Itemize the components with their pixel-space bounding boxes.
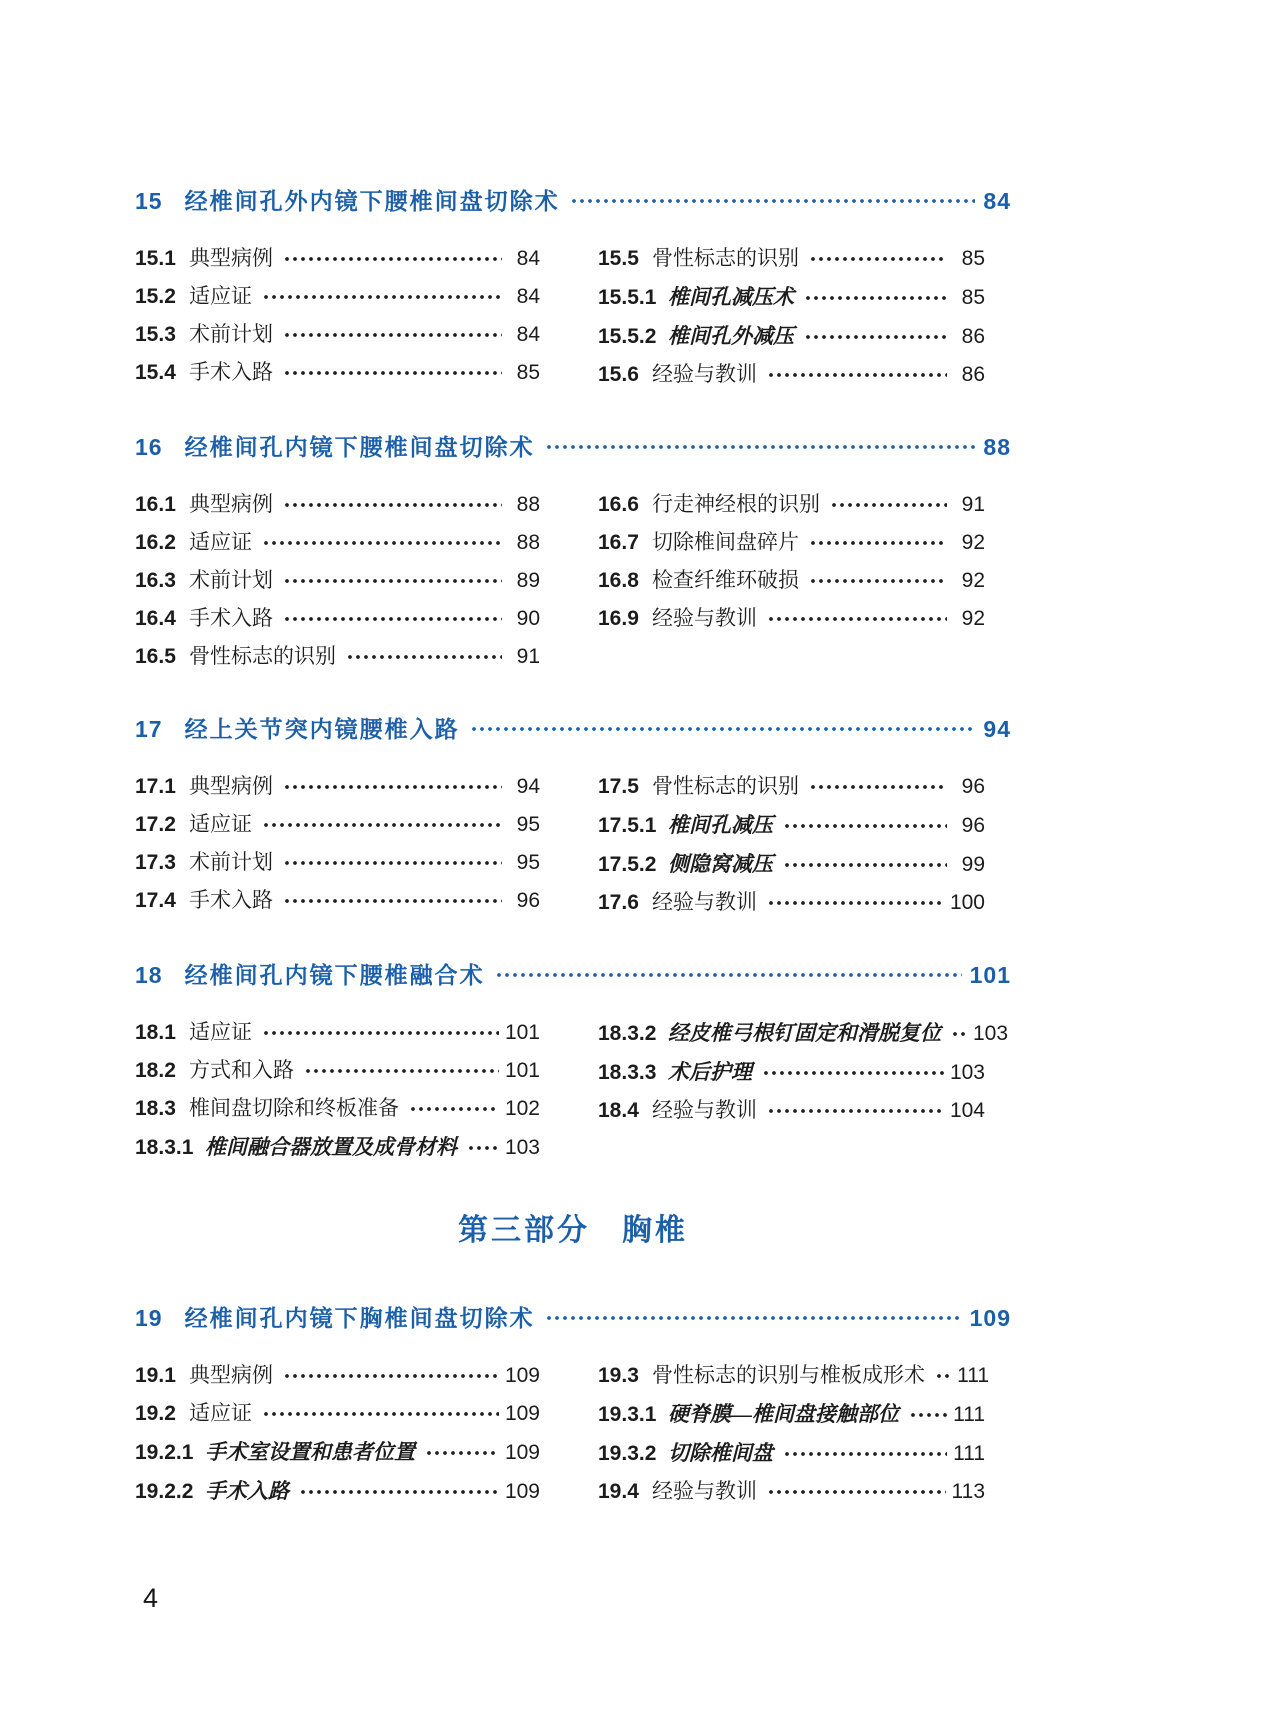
entry-number: 15.2 <box>135 285 176 308</box>
dot-leader <box>299 1472 499 1511</box>
entry-title: 经验与教训 <box>652 607 757 630</box>
dot-leader <box>767 356 947 394</box>
part-label: 第三部分 <box>458 1214 590 1247</box>
dot-leader <box>804 278 947 317</box>
chapter-number: 16 <box>135 434 163 460</box>
entry-number: 18.1 <box>135 1021 176 1044</box>
dot-leader <box>545 432 976 462</box>
dot-leader <box>283 1357 499 1395</box>
dot-leader <box>283 562 502 600</box>
entry-number: 18.3.3 <box>598 1061 657 1084</box>
entry-title: 经验与教训 <box>652 363 757 386</box>
dot-leader <box>809 768 947 806</box>
entry-page-number: 86 <box>961 363 985 386</box>
toc-entry <box>135 1433 540 1472</box>
entry-number: 17.1 <box>135 775 176 798</box>
entry-number: 17.2 <box>135 813 176 836</box>
entry-title: 适应证 <box>189 1021 252 1044</box>
toc-entry <box>598 884 985 922</box>
entry-page-number: 90 <box>516 607 540 630</box>
toc-entry <box>135 486 540 524</box>
toc-entry <box>135 1357 540 1395</box>
entry-columns <box>135 1014 1011 1167</box>
dot-leader <box>545 1303 962 1333</box>
left-column <box>135 240 540 392</box>
entry-number: 15.5.2 <box>598 325 657 348</box>
entry-title: 骨性标志的识别 <box>652 775 799 798</box>
entry-number: 15.3 <box>135 323 176 346</box>
entry-page-number: 99 <box>961 853 985 876</box>
dot-leader <box>409 1090 499 1128</box>
left-column <box>135 768 540 920</box>
page-number: 4 <box>143 1583 159 1613</box>
entry-number: 17.5 <box>598 775 639 798</box>
toc-entry <box>135 354 540 392</box>
chapter-page-number: 88 <box>983 434 1011 460</box>
entry-title: 骨性标志的识别 <box>652 247 799 270</box>
entry-page-number: 109 <box>504 1480 540 1503</box>
dot-leader <box>425 1433 499 1472</box>
entry-number: 16.8 <box>598 569 639 592</box>
part-title: 胸椎 <box>622 1214 688 1247</box>
entry-title: 椎间盘切除和终板准备 <box>189 1097 399 1120</box>
entry-number: 18.3.1 <box>135 1136 194 1159</box>
entry-title: 适应证 <box>189 813 252 836</box>
entry-title: 椎间孔减压 <box>668 813 773 837</box>
entry-page-number: 101 <box>504 1059 540 1082</box>
toc-blocks <box>135 186 1011 1511</box>
entry-title: 侧隐窝减压 <box>668 852 773 876</box>
entry-number: 16.5 <box>135 645 176 668</box>
toc-entry <box>135 524 540 562</box>
chapter-number: 15 <box>135 188 163 214</box>
entry-title: 经验与教训 <box>652 891 757 914</box>
toc-entry <box>135 278 540 316</box>
entry-number: 19.2.1 <box>135 1441 194 1464</box>
entry-title: 适应证 <box>189 1402 252 1425</box>
entry-title: 术后护理 <box>668 1060 752 1084</box>
toc-entry <box>598 806 985 845</box>
toc-entry <box>598 486 985 524</box>
entry-columns <box>135 768 1011 922</box>
dot-leader <box>830 486 947 524</box>
entry-number: 17.5.1 <box>598 814 657 837</box>
dot-leader <box>909 1395 947 1434</box>
entry-title: 经验与教训 <box>652 1099 757 1122</box>
entry-columns <box>135 1357 1011 1511</box>
chapter-heading <box>135 960 1011 990</box>
entry-page-number: 95 <box>516 813 540 836</box>
entry-title: 手术入路 <box>189 361 273 384</box>
entry-number: 16.2 <box>135 531 176 554</box>
chapter-page-number: 101 <box>969 962 1011 988</box>
entry-page-number: 86 <box>961 325 985 348</box>
entry-title: 经验与教训 <box>652 1480 757 1503</box>
entry-title: 骨性标志的识别 <box>189 645 336 668</box>
entry-title: 椎间孔减压术 <box>668 285 794 309</box>
entry-title: 术前计划 <box>189 569 273 592</box>
entry-number: 15.5 <box>598 247 639 270</box>
entry-page-number: 103 <box>504 1136 540 1159</box>
entry-page-number: 111 <box>953 1442 985 1465</box>
entry-number: 19.2.2 <box>135 1480 194 1503</box>
entry-title: 典型病例 <box>189 247 273 270</box>
toc-entry <box>598 278 985 317</box>
entry-number: 15.5.1 <box>598 286 657 309</box>
dot-leader <box>470 714 976 744</box>
toc-entry <box>135 562 540 600</box>
entry-page-number: 88 <box>516 531 540 554</box>
entry-number: 17.4 <box>135 889 176 912</box>
entry-page-number: 91 <box>516 645 540 668</box>
entry-page-number: 91 <box>961 493 985 516</box>
entry-page-number: 100 <box>949 891 985 914</box>
chapter-block <box>135 432 1011 676</box>
entry-page-number: 85 <box>516 361 540 384</box>
entry-number: 17.5.2 <box>598 853 657 876</box>
chapter-title: 经椎间孔内镜下腰椎融合术 <box>184 962 485 988</box>
chapter-page-number: 84 <box>983 188 1011 214</box>
chapter-heading <box>135 1303 1011 1333</box>
entry-number: 15.4 <box>135 361 176 384</box>
dot-leader <box>262 524 502 562</box>
chapter-page-number: 109 <box>969 1305 1011 1331</box>
entry-title: 术前计划 <box>189 323 273 346</box>
entry-page-number: 95 <box>516 851 540 874</box>
entry-page-number: 84 <box>516 247 540 270</box>
entry-number: 16.3 <box>135 569 176 592</box>
entry-page-number: 92 <box>961 531 985 554</box>
entry-title: 椎间融合器放置及成骨材料 <box>205 1135 457 1159</box>
dot-leader <box>283 354 502 392</box>
dot-leader <box>283 600 502 638</box>
toc-entry <box>598 524 985 562</box>
entry-title: 手术入路 <box>189 607 273 630</box>
entry-title: 骨性标志的识别与椎板成形术 <box>652 1364 925 1387</box>
dot-leader <box>783 1434 947 1473</box>
dot-leader <box>762 1053 944 1092</box>
entry-number: 16.4 <box>135 607 176 630</box>
entry-columns <box>135 486 1011 676</box>
entry-title: 椎间孔外减压 <box>668 324 794 348</box>
toc-entry <box>135 1472 540 1511</box>
toc-entry <box>598 240 985 278</box>
entry-page-number: 111 <box>957 1364 989 1387</box>
toc-entry <box>598 1473 985 1511</box>
chapter-block <box>135 960 1011 1167</box>
dot-leader <box>495 960 962 990</box>
entry-page-number: 109 <box>504 1441 540 1464</box>
entry-title: 经皮椎弓根钉固定和滑脱复位 <box>668 1021 941 1045</box>
entry-page-number: 102 <box>504 1097 540 1120</box>
entry-title: 切除椎间盘 <box>668 1441 773 1465</box>
entry-page-number: 103 <box>973 1022 1009 1045</box>
toc-entry <box>135 638 540 676</box>
entry-number: 19.3.2 <box>598 1442 657 1465</box>
dot-leader <box>767 1092 944 1130</box>
dot-leader <box>804 317 947 356</box>
toc-entry <box>135 1052 540 1090</box>
entry-title: 术前计划 <box>189 851 273 874</box>
chapter-block <box>135 714 1011 922</box>
dot-leader <box>283 768 502 806</box>
table-of-contents <box>135 186 1011 1549</box>
entry-number: 18.2 <box>135 1059 176 1082</box>
dot-leader <box>809 524 947 562</box>
entry-page-number: 103 <box>949 1061 985 1084</box>
entry-page-number: 92 <box>961 607 985 630</box>
entry-title: 典型病例 <box>189 493 273 516</box>
dot-leader <box>283 882 502 920</box>
chapter-number: 17 <box>135 716 163 742</box>
right-column <box>598 486 985 638</box>
entry-title: 适应证 <box>189 285 252 308</box>
dot-leader <box>783 845 947 884</box>
toc-entry <box>135 844 540 882</box>
chapter-heading <box>135 714 1011 744</box>
entry-title: 检查纤维环破损 <box>652 569 799 592</box>
chapter-page-number: 94 <box>983 716 1011 742</box>
chapter-title: 经椎间孔外内镜下腰椎间盘切除术 <box>184 188 560 214</box>
dot-leader <box>783 806 947 845</box>
entry-number: 16.6 <box>598 493 639 516</box>
toc-entry <box>135 240 540 278</box>
toc-entry <box>135 1395 540 1433</box>
entry-title: 手术入路 <box>189 889 273 912</box>
entry-title: 切除椎间盘碎片 <box>652 531 799 554</box>
entry-number: 17.6 <box>598 891 639 914</box>
dot-leader <box>283 844 502 882</box>
dot-leader <box>262 1395 499 1433</box>
toc-entry <box>598 600 985 638</box>
entry-number: 19.4 <box>598 1480 639 1503</box>
entry-number: 17.3 <box>135 851 176 874</box>
dot-leader <box>809 240 947 278</box>
toc-entry <box>598 1434 985 1473</box>
toc-entry <box>598 562 985 600</box>
dot-leader <box>809 562 947 600</box>
entry-page-number: 85 <box>961 286 985 309</box>
entry-page-number: 88 <box>516 493 540 516</box>
dot-leader <box>283 240 502 278</box>
entry-number: 19.2 <box>135 1402 176 1425</box>
dot-leader <box>262 1014 499 1052</box>
dot-leader <box>935 1357 951 1395</box>
dot-leader <box>346 638 502 676</box>
toc-entry <box>598 1053 985 1092</box>
dot-leader <box>262 806 502 844</box>
entry-page-number: 104 <box>949 1099 985 1122</box>
entry-page-number: 109 <box>504 1364 540 1387</box>
dot-leader <box>283 316 502 354</box>
entry-number: 18.4 <box>598 1099 639 1122</box>
toc-entry <box>135 768 540 806</box>
entry-page-number: 96 <box>961 814 985 837</box>
chapter-title: 经上关节突内镜腰椎入路 <box>184 716 460 742</box>
dot-leader <box>951 1014 967 1053</box>
entry-number: 15.1 <box>135 247 176 270</box>
entry-page-number: 92 <box>961 569 985 592</box>
entry-page-number: 84 <box>516 323 540 346</box>
toc-entry <box>598 1092 985 1130</box>
toc-entry <box>135 316 540 354</box>
entry-number: 19.3.1 <box>598 1403 657 1426</box>
entry-title: 行走神经根的识别 <box>652 493 820 516</box>
entry-page-number: 94 <box>516 775 540 798</box>
dot-leader <box>570 186 976 216</box>
right-column <box>598 1014 1009 1130</box>
dot-leader <box>262 278 502 316</box>
entry-number: 19.1 <box>135 1364 176 1387</box>
dot-leader <box>767 1473 946 1511</box>
entry-page-number: 111 <box>953 1403 985 1426</box>
entry-title: 典型病例 <box>189 1364 273 1387</box>
left-column <box>135 1357 540 1511</box>
entry-page-number: 96 <box>961 775 985 798</box>
entry-title: 典型病例 <box>189 775 273 798</box>
entry-title: 手术入路 <box>205 1479 289 1503</box>
dot-leader <box>304 1052 499 1090</box>
right-column <box>598 768 985 922</box>
chapter-number: 18 <box>135 962 163 988</box>
entry-title: 方式和入路 <box>189 1059 294 1082</box>
right-column <box>598 1357 989 1511</box>
chapter-heading <box>135 432 1011 462</box>
toc-entry <box>598 845 985 884</box>
entry-number: 16.9 <box>598 607 639 630</box>
left-column <box>135 486 540 676</box>
right-column <box>598 240 985 394</box>
toc-entry <box>598 1395 985 1434</box>
dot-leader <box>467 1128 499 1167</box>
entry-page-number: 89 <box>516 569 540 592</box>
toc-entry <box>135 1014 540 1052</box>
entry-page-number: 101 <box>504 1021 540 1044</box>
toc-entry <box>598 1014 1009 1053</box>
entry-number: 18.3 <box>135 1097 176 1120</box>
entry-number: 18.3.2 <box>598 1022 657 1045</box>
entry-page-number: 109 <box>504 1402 540 1425</box>
chapter-number: 19 <box>135 1305 163 1331</box>
entry-title: 手术室设置和患者位置 <box>205 1440 415 1464</box>
chapter-title: 经椎间孔内镜下腰椎间盘切除术 <box>184 434 535 460</box>
entry-number: 15.6 <box>598 363 639 386</box>
entry-page-number: 113 <box>951 1480 985 1503</box>
dot-leader <box>283 486 502 524</box>
entry-title: 硬脊膜—椎间盘接触部位 <box>668 1402 899 1426</box>
entry-columns <box>135 240 1011 394</box>
entry-page-number: 84 <box>516 285 540 308</box>
chapter-block <box>135 1303 1011 1511</box>
entry-page-number: 96 <box>516 889 540 912</box>
chapter-title: 经椎间孔内镜下胸椎间盘切除术 <box>184 1305 535 1331</box>
toc-entry <box>135 1090 540 1128</box>
entry-page-number: 85 <box>961 247 985 270</box>
toc-entry <box>598 768 985 806</box>
toc-entry <box>598 1357 989 1395</box>
dot-leader <box>767 600 947 638</box>
toc-entry <box>598 356 985 394</box>
toc-entry <box>598 317 985 356</box>
entry-number: 16.1 <box>135 493 176 516</box>
part-heading <box>135 1205 1011 1249</box>
left-column <box>135 1014 540 1167</box>
chapter-block <box>135 186 1011 394</box>
dot-leader <box>767 884 944 922</box>
toc-entry <box>135 1128 540 1167</box>
toc-entry <box>135 806 540 844</box>
entry-number: 16.7 <box>598 531 639 554</box>
chapter-heading <box>135 186 1011 216</box>
entry-number: 19.3 <box>598 1364 639 1387</box>
entry-title: 适应证 <box>189 531 252 554</box>
toc-entry <box>135 600 540 638</box>
toc-entry <box>135 882 540 920</box>
